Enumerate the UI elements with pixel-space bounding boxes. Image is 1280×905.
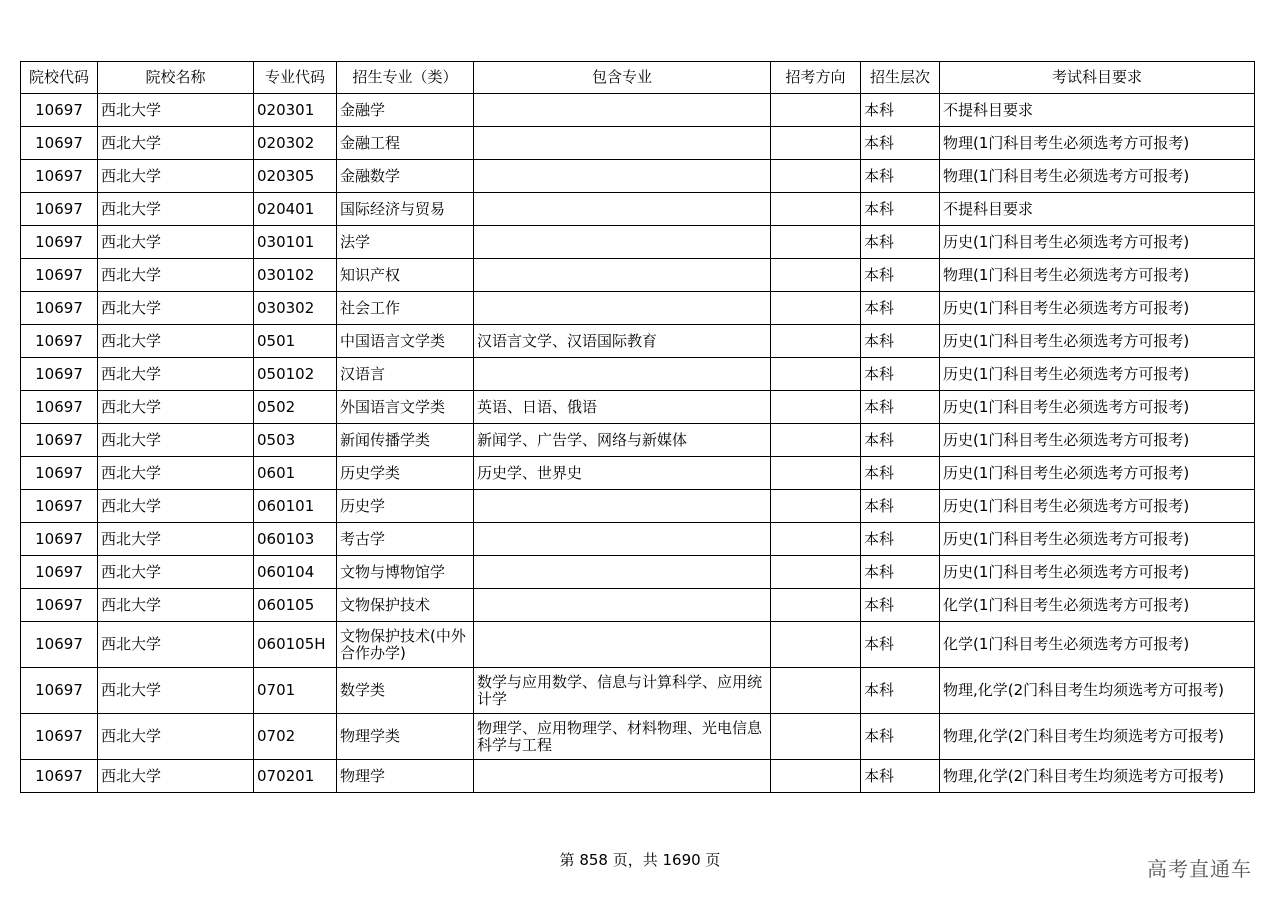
table-row [21, 292, 1255, 325]
header-included-majors: 包含专业 [474, 62, 771, 94]
cell-major-code: 0601 [254, 457, 337, 490]
table-row [21, 94, 1255, 127]
cell-included-majors [474, 622, 771, 668]
cell-major-code: 030102 [254, 259, 337, 292]
cell-level: 本科 [861, 622, 940, 668]
table-row [21, 193, 1255, 226]
cell-direction [771, 760, 861, 793]
cell-direction [771, 523, 861, 556]
table-row [21, 622, 1255, 668]
header-row [21, 62, 1255, 94]
cell-school-name: 西北大学 [98, 160, 254, 193]
cell-included-majors [474, 760, 771, 793]
cell-direction [771, 424, 861, 457]
cell-major-code: 050102 [254, 358, 337, 391]
cell-school-code: 10697 [21, 127, 98, 160]
cell-school-code: 10697 [21, 325, 98, 358]
cell-subject-requirement: 物理,化学(2门科目考生均须选考方可报考) [940, 714, 1255, 760]
cell-direction [771, 160, 861, 193]
header-school-code: 院校代码 [21, 62, 98, 94]
cell-school-code: 10697 [21, 457, 98, 490]
cell-major-code: 030101 [254, 226, 337, 259]
table-row [21, 589, 1255, 622]
cell-level: 本科 [861, 490, 940, 523]
cell-school-code: 10697 [21, 760, 98, 793]
cell-direction [771, 391, 861, 424]
cell-school-name: 西北大学 [98, 760, 254, 793]
table-row [21, 358, 1255, 391]
cell-subject-requirement: 化学(1门科目考生必须选考方可报考) [940, 589, 1255, 622]
cell-school-name: 西北大学 [98, 193, 254, 226]
table-row [21, 325, 1255, 358]
cell-school-name: 西北大学 [98, 490, 254, 523]
cell-major-code: 060105H [254, 622, 337, 668]
cell-direction [771, 556, 861, 589]
cell-school-name: 西北大学 [98, 127, 254, 160]
cell-major-code: 0702 [254, 714, 337, 760]
cell-major: 金融学 [337, 94, 474, 127]
cell-major: 国际经济与贸易 [337, 193, 474, 226]
table-row [21, 668, 1255, 714]
table-row [21, 490, 1255, 523]
cell-direction [771, 622, 861, 668]
cell-major-code: 020301 [254, 94, 337, 127]
cell-major: 社会工作 [337, 292, 474, 325]
table-row [21, 259, 1255, 292]
cell-included-majors: 英语、日语、俄语 [474, 391, 771, 424]
cell-included-majors [474, 94, 771, 127]
cell-major: 汉语言 [337, 358, 474, 391]
cell-level: 本科 [861, 193, 940, 226]
watermark-logo: 高考直通车 [1147, 857, 1252, 881]
cell-direction [771, 457, 861, 490]
cell-major: 外国语言文学类 [337, 391, 474, 424]
admissions-table [20, 61, 1255, 793]
table-row [21, 160, 1255, 193]
header-level: 招生层次 [861, 62, 940, 94]
cell-included-majors [474, 358, 771, 391]
cell-direction [771, 490, 861, 523]
cell-school-code: 10697 [21, 226, 98, 259]
cell-major-code: 0502 [254, 391, 337, 424]
header-major: 招生专业（类） [337, 62, 474, 94]
cell-major-code: 060103 [254, 523, 337, 556]
cell-subject-requirement: 物理,化学(2门科目考生均须选考方可报考) [940, 760, 1255, 793]
cell-level: 本科 [861, 457, 940, 490]
cell-included-majors [474, 193, 771, 226]
cell-major-code: 0503 [254, 424, 337, 457]
cell-school-code: 10697 [21, 94, 98, 127]
cell-direction [771, 193, 861, 226]
cell-included-majors [474, 259, 771, 292]
cell-subject-requirement: 历史(1门科目考生必须选考方可报考) [940, 457, 1255, 490]
cell-school-code: 10697 [21, 556, 98, 589]
cell-major: 考古学 [337, 523, 474, 556]
table-row [21, 457, 1255, 490]
cell-included-majors [474, 160, 771, 193]
cell-major: 物理学 [337, 760, 474, 793]
cell-level: 本科 [861, 760, 940, 793]
cell-major: 文物保护技术 [337, 589, 474, 622]
cell-subject-requirement: 物理(1门科目考生必须选考方可报考) [940, 127, 1255, 160]
cell-subject-requirement: 历史(1门科目考生必须选考方可报考) [940, 226, 1255, 259]
cell-level: 本科 [861, 391, 940, 424]
cell-direction [771, 127, 861, 160]
cell-major: 知识产权 [337, 259, 474, 292]
cell-school-name: 西北大学 [98, 622, 254, 668]
cell-subject-requirement: 历史(1门科目考生必须选考方可报考) [940, 424, 1255, 457]
cell-level: 本科 [861, 226, 940, 259]
header-direction: 招考方向 [771, 62, 861, 94]
cell-major: 文物与博物馆学 [337, 556, 474, 589]
cell-major-code: 0701 [254, 668, 337, 714]
cell-major: 历史学 [337, 490, 474, 523]
cell-included-majors [474, 490, 771, 523]
table-row [21, 760, 1255, 793]
cell-major: 文物保护技术(中外合作办学) [337, 622, 474, 668]
cell-subject-requirement: 不提科目要求 [940, 94, 1255, 127]
cell-direction [771, 94, 861, 127]
cell-major-code: 060105 [254, 589, 337, 622]
cell-school-code: 10697 [21, 589, 98, 622]
cell-school-code: 10697 [21, 523, 98, 556]
cell-school-name: 西北大学 [98, 714, 254, 760]
cell-major-code: 070201 [254, 760, 337, 793]
table-row [21, 226, 1255, 259]
cell-school-name: 西北大学 [98, 668, 254, 714]
cell-subject-requirement: 物理(1门科目考生必须选考方可报考) [940, 259, 1255, 292]
cell-school-name: 西北大学 [98, 457, 254, 490]
cell-school-code: 10697 [21, 259, 98, 292]
cell-major-code: 020302 [254, 127, 337, 160]
cell-school-code: 10697 [21, 391, 98, 424]
cell-school-name: 西北大学 [98, 94, 254, 127]
cell-school-name: 西北大学 [98, 589, 254, 622]
cell-subject-requirement: 化学(1门科目考生必须选考方可报考) [940, 622, 1255, 668]
cell-direction [771, 292, 861, 325]
cell-major: 金融数学 [337, 160, 474, 193]
cell-level: 本科 [861, 556, 940, 589]
cell-level: 本科 [861, 668, 940, 714]
cell-subject-requirement: 物理(1门科目考生必须选考方可报考) [940, 160, 1255, 193]
cell-included-majors [474, 127, 771, 160]
cell-included-majors [474, 556, 771, 589]
cell-major: 金融工程 [337, 127, 474, 160]
cell-school-code: 10697 [21, 424, 98, 457]
cell-included-majors: 汉语言文学、汉语国际教育 [474, 325, 771, 358]
cell-included-majors [474, 523, 771, 556]
cell-direction [771, 714, 861, 760]
cell-subject-requirement: 历史(1门科目考生必须选考方可报考) [940, 325, 1255, 358]
table-row [21, 523, 1255, 556]
cell-included-majors: 数学与应用数学、信息与计算科学、应用统计学 [474, 668, 771, 714]
cell-school-name: 西北大学 [98, 424, 254, 457]
cell-included-majors [474, 226, 771, 259]
cell-subject-requirement: 历史(1门科目考生必须选考方可报考) [940, 358, 1255, 391]
cell-school-code: 10697 [21, 193, 98, 226]
cell-major-code: 030302 [254, 292, 337, 325]
table-row [21, 424, 1255, 457]
table-row [21, 556, 1255, 589]
cell-school-name: 西北大学 [98, 391, 254, 424]
cell-subject-requirement: 历史(1门科目考生必须选考方可报考) [940, 523, 1255, 556]
cell-level: 本科 [861, 523, 940, 556]
cell-school-code: 10697 [21, 490, 98, 523]
cell-level: 本科 [861, 94, 940, 127]
table-row [21, 391, 1255, 424]
cell-major: 物理学类 [337, 714, 474, 760]
cell-major: 法学 [337, 226, 474, 259]
cell-school-name: 西北大学 [98, 325, 254, 358]
cell-level: 本科 [861, 292, 940, 325]
cell-subject-requirement: 历史(1门科目考生必须选考方可报考) [940, 391, 1255, 424]
cell-school-code: 10697 [21, 622, 98, 668]
cell-direction [771, 589, 861, 622]
cell-school-code: 10697 [21, 292, 98, 325]
cell-level: 本科 [861, 714, 940, 760]
cell-subject-requirement: 不提科目要求 [940, 193, 1255, 226]
cell-major: 历史学类 [337, 457, 474, 490]
cell-level: 本科 [861, 127, 940, 160]
cell-level: 本科 [861, 259, 940, 292]
cell-included-majors: 物理学、应用物理学、材料物理、光电信息科学与工程 [474, 714, 771, 760]
header-subject-requirement: 考试科目要求 [940, 62, 1255, 94]
cell-subject-requirement: 历史(1门科目考生必须选考方可报考) [940, 292, 1255, 325]
cell-school-name: 西北大学 [98, 259, 254, 292]
cell-major-code: 020305 [254, 160, 337, 193]
cell-major-code: 060101 [254, 490, 337, 523]
cell-school-name: 西北大学 [98, 358, 254, 391]
cell-direction [771, 226, 861, 259]
cell-school-code: 10697 [21, 714, 98, 760]
cell-major-code: 0501 [254, 325, 337, 358]
cell-level: 本科 [861, 589, 940, 622]
header-major-code: 专业代码 [254, 62, 337, 94]
cell-major: 数学类 [337, 668, 474, 714]
cell-subject-requirement: 历史(1门科目考生必须选考方可报考) [940, 556, 1255, 589]
cell-major-code: 060104 [254, 556, 337, 589]
table-row [21, 714, 1255, 760]
cell-direction [771, 259, 861, 292]
cell-school-name: 西北大学 [98, 556, 254, 589]
cell-school-code: 10697 [21, 160, 98, 193]
cell-direction [771, 325, 861, 358]
cell-school-code: 10697 [21, 668, 98, 714]
cell-included-majors: 历史学、世界史 [474, 457, 771, 490]
cell-direction [771, 358, 861, 391]
cell-direction [771, 668, 861, 714]
header-school-name: 院校名称 [98, 62, 254, 94]
cell-subject-requirement: 物理,化学(2门科目考生均须选考方可报考) [940, 668, 1255, 714]
cell-major-code: 020401 [254, 193, 337, 226]
cell-school-code: 10697 [21, 358, 98, 391]
cell-school-name: 西北大学 [98, 292, 254, 325]
page-number: 第 858 页，共 1690 页 [559, 851, 721, 869]
cell-school-name: 西北大学 [98, 226, 254, 259]
cell-major: 中国语言文学类 [337, 325, 474, 358]
cell-level: 本科 [861, 358, 940, 391]
cell-level: 本科 [861, 160, 940, 193]
cell-included-majors [474, 292, 771, 325]
cell-school-name: 西北大学 [98, 523, 254, 556]
cell-level: 本科 [861, 424, 940, 457]
cell-level: 本科 [861, 325, 940, 358]
cell-subject-requirement: 历史(1门科目考生必须选考方可报考) [940, 490, 1255, 523]
table-row [21, 127, 1255, 160]
cell-major: 新闻传播学类 [337, 424, 474, 457]
cell-included-majors [474, 589, 771, 622]
cell-included-majors: 新闻学、广告学、网络与新媒体 [474, 424, 771, 457]
